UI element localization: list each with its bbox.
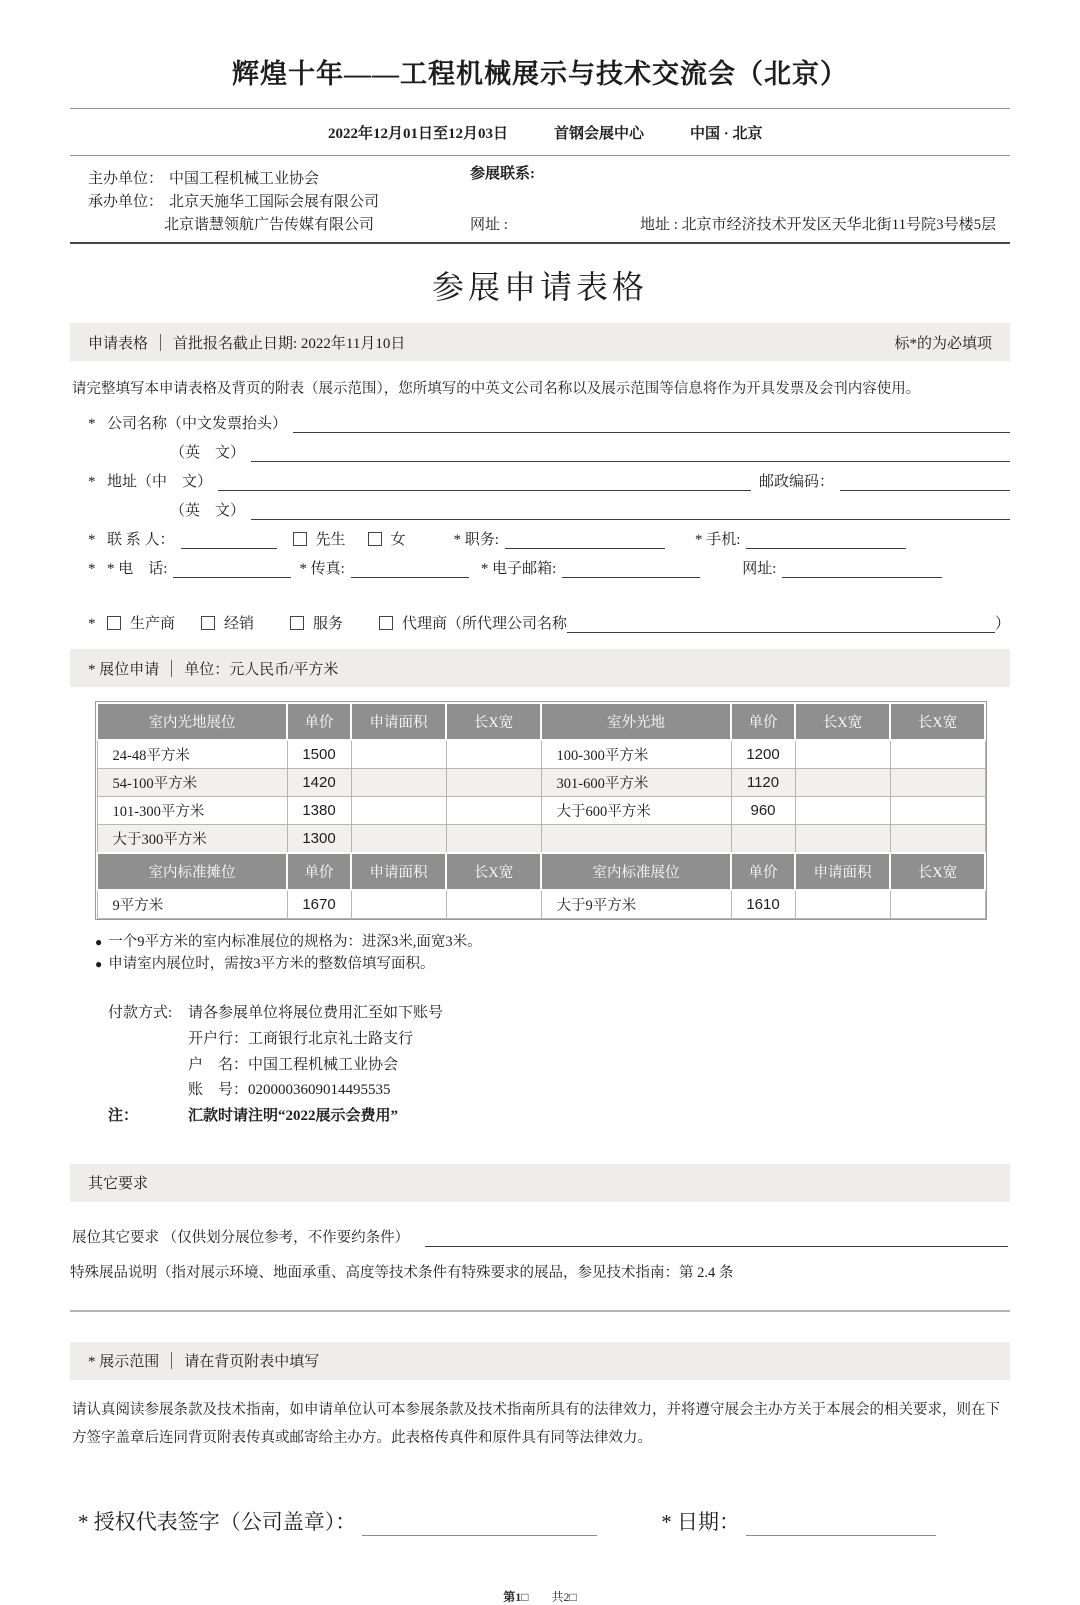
scope-section-label: * 展示范围: [88, 1354, 160, 1371]
close-paren: ）: [994, 616, 1010, 632]
agent-company-input-line[interactable]: [567, 632, 995, 633]
job-title-input-line[interactable]: [505, 548, 665, 549]
bullet-icon: ●: [95, 957, 103, 972]
organizer-name-1: 北京天施华工国际会展有限公司: [169, 194, 380, 210]
note-label: 注：: [108, 1108, 139, 1125]
dims-input-cell[interactable]: [890, 797, 985, 825]
signature-row: [78, 1506, 1010, 1536]
dims-input-cell[interactable]: [890, 769, 985, 797]
payment-line: [108, 1053, 1010, 1079]
application-section-bar: [70, 323, 1010, 361]
address-en-label: （英 文）: [170, 503, 246, 519]
website-field-label: 网址:: [742, 561, 777, 577]
form-title: 参展申请表格: [431, 269, 648, 305]
page-number: 第1□: [503, 1590, 529, 1605]
price-cell: 1120: [731, 769, 795, 797]
intro-paragraph: 请完整填写本申请表格及背页的附表（展示范围），您所填写的中英文公司名称以及展示范围等信息将作为开具发票及会刊内容使用。: [72, 381, 921, 397]
booth-section-bar: [70, 649, 1010, 687]
payment-intro: 请各参展单位将展位费用汇至如下账号: [188, 1004, 444, 1021]
date-label: * 日期：: [661, 1510, 740, 1535]
dims-input-cell[interactable]: [890, 890, 985, 919]
scope-instruction: 请在背页附表中填写: [184, 1354, 320, 1371]
required-star: *: [88, 561, 96, 577]
size-cell: 大于600平方米: [541, 797, 731, 825]
ms-label: 女: [390, 532, 406, 548]
address-cn-input-line[interactable]: [218, 490, 751, 491]
event-venue: 首钢会展中心: [554, 125, 645, 142]
price-cell: 1200: [731, 740, 795, 769]
header-cell: 单价: [287, 703, 351, 740]
dims-input-cell[interactable]: [795, 769, 890, 797]
table-header-row-1: [97, 703, 985, 740]
table-row: [97, 740, 985, 769]
header-cell: 申请面积: [795, 853, 890, 890]
special-exhibits-note: 特殊展品说明（指对展示环境、地面承重、高度等技术条件有特殊要求的展品，参见技术指南：第 2.4 条: [70, 1264, 734, 1281]
booth-unit-note: 单位：元人民币/平方米: [184, 661, 339, 678]
header-cell: 单价: [287, 853, 351, 890]
type-manufacturer-option: [107, 612, 175, 633]
other-requirements-input-line[interactable]: [425, 1246, 1008, 1247]
payment-label: 付款方式:: [108, 1004, 173, 1021]
header-cell: 室内标准展位: [541, 853, 731, 890]
account-number: 账 号：0200003609014495535: [188, 1082, 391, 1099]
legal-paragraph: 请认真阅读参展条款及技术指南，如申请单位认可本参展条款及技术指南所具有的法律效力，并将遵守展会主办方关于本展会的相关要求，则在下方签字盖章后连同背页附表传真或邮寄给主办方。此表格传真件和原件具有同等法律效力。: [72, 1401, 1000, 1447]
company-en-input-line[interactable]: [251, 461, 1010, 462]
special-exhibits-input-line[interactable]: [70, 1310, 1010, 1312]
company-cn-label: 公司名称（中文发票抬头）: [107, 416, 288, 432]
organizer-line-1: [88, 190, 379, 211]
payment-note-line: [108, 1104, 1010, 1130]
dims-input-cell[interactable]: [446, 740, 541, 769]
header-cell: 长X宽: [890, 703, 985, 740]
page-footer: [70, 1588, 1010, 1605]
size-cell: 24-48平方米: [97, 740, 287, 769]
page-total: 共2□: [551, 1590, 577, 1605]
price-cell: 1670: [287, 890, 351, 919]
dims-input-cell[interactable]: [890, 740, 985, 769]
section-label: 申请表格: [88, 335, 149, 352]
required-star: *: [88, 474, 96, 490]
area-input-cell[interactable]: [351, 769, 446, 797]
checkbox-ms[interactable]: [368, 532, 382, 546]
table-row: [97, 769, 985, 797]
area-input-cell[interactable]: [351, 740, 446, 769]
booth-price-table: [96, 702, 986, 919]
size-cell: [541, 825, 731, 854]
table-row: [97, 797, 985, 825]
table-row: [97, 825, 985, 854]
required-star: *: [88, 616, 96, 632]
mr-label: 先生: [315, 532, 346, 548]
header-cell: 长X宽: [446, 703, 541, 740]
required-star: *: [88, 532, 96, 548]
checkbox-distributor[interactable]: [201, 616, 215, 630]
field-address-cn: [70, 462, 1010, 491]
dims-input-cell[interactable]: [795, 825, 890, 854]
size-cell: 101-300平方米: [97, 797, 287, 825]
type-service-option: [290, 612, 343, 633]
scope-section-bar: [70, 1342, 1010, 1380]
area-input-cell[interactable]: [351, 890, 446, 919]
checkbox-service[interactable]: [290, 616, 304, 630]
email-label: * 电子邮箱:: [480, 561, 557, 577]
fax-input-line[interactable]: [351, 577, 469, 578]
contact-label: 联 系 人：: [107, 532, 175, 548]
price-cell: 1380: [287, 797, 351, 825]
deadline-text: 首批报名截止日期: 2022年11月10日: [173, 335, 406, 352]
event-info-band: [70, 109, 1010, 155]
price-cell: 1500: [287, 740, 351, 769]
header-cell: 申请面积: [351, 853, 446, 890]
exhibit-contact-label: 参展联系:: [470, 166, 535, 182]
phone-label: * 电 话:: [107, 561, 168, 577]
company-en-label: （英 文）: [170, 445, 246, 461]
host-label: 主办单位：: [88, 171, 164, 187]
price-cell: 1420: [287, 769, 351, 797]
event-location: 中国 · 北京: [690, 125, 763, 142]
signature-label: * 授权代表签字（公司盖章）：: [78, 1510, 357, 1535]
host-line: [88, 167, 319, 188]
host-name: 中国工程机械工业协会: [169, 171, 320, 187]
header-cell: 长X宽: [795, 703, 890, 740]
mobile-label: * 手机:: [694, 532, 741, 548]
price-cell: 1610: [731, 890, 795, 919]
dims-input-cell[interactable]: [890, 825, 985, 854]
payment-block: [108, 1001, 1010, 1130]
payment-line: [108, 1001, 1010, 1027]
email-input-line[interactable]: [562, 577, 700, 578]
field-contact-person: [70, 520, 1010, 549]
required-star: *: [88, 416, 96, 432]
header-cell: 单价: [731, 853, 795, 890]
note-text: 申请室内展位时，需按3平方米的整数倍填写面积。: [108, 956, 435, 973]
dims-input-cell[interactable]: [446, 825, 541, 854]
field-company-en: [70, 433, 1010, 462]
price-cell: 960: [731, 797, 795, 825]
vertical-divider: [171, 660, 172, 677]
header-cell: 申请面积: [351, 703, 446, 740]
address-cn-label: 地址（中 文）: [107, 474, 213, 490]
website-input-line[interactable]: [782, 577, 942, 578]
header-cell: 室外光地: [541, 703, 731, 740]
dims-input-cell[interactable]: [446, 797, 541, 825]
area-input-cell[interactable]: [351, 825, 446, 854]
price-cell: 1300: [287, 825, 351, 854]
gender-mr-option: [293, 528, 346, 549]
dims-input-cell[interactable]: [795, 740, 890, 769]
organizer-name-2: 北京谐慧领航广告传媒有限公司: [164, 217, 375, 233]
company-cn-input-line[interactable]: [293, 432, 1010, 433]
remittance-note: 汇款时请注明“2022展示会费用”: [188, 1108, 399, 1125]
vertical-divider: [171, 1352, 172, 1369]
checkbox-manufacturer[interactable]: [107, 616, 121, 630]
size-cell: 大于300平方米: [97, 825, 287, 854]
other-requirements-bar: [70, 1164, 1010, 1202]
field-company-cn: [70, 404, 1010, 433]
other-booth-requirements-row: [72, 1222, 1008, 1247]
required-note: 标*的为必填项: [894, 335, 992, 352]
size-cell: 100-300平方米: [541, 740, 731, 769]
booth-section-label: * 展位申请: [88, 661, 160, 678]
type-distributor-option: [201, 612, 254, 633]
date-input-line[interactable]: [746, 1535, 936, 1536]
event-title: 辉煌十年——工程机械展示与技术交流会（北京）: [232, 59, 848, 89]
event-dates: 2022年12月01日至12月03日: [328, 125, 509, 142]
area-input-cell[interactable]: [351, 797, 446, 825]
dims-input-cell[interactable]: [795, 797, 890, 825]
size-cell: 9平方米: [97, 890, 287, 919]
manufacturer-label: 生产商: [130, 616, 176, 632]
note-text: 一个9平方米的室内标准展位的规格为：进深3米,面宽3米。: [108, 934, 482, 950]
dims-input-cell[interactable]: [446, 890, 541, 919]
checkbox-agent[interactable]: [379, 616, 393, 630]
distributor-label: 经销: [224, 616, 255, 632]
fax-label: * 传真:: [299, 561, 345, 577]
job-title-label: * 职务:: [453, 532, 499, 548]
table-row: [97, 890, 985, 919]
postcode-label: 邮政编码：: [758, 474, 834, 490]
service-label: 服务: [313, 616, 344, 632]
checkbox-mr[interactable]: [293, 532, 307, 546]
phone-input-line[interactable]: [173, 577, 291, 578]
organizer-label: 承办单位：: [88, 194, 164, 210]
payment-label-spacer: [108, 1078, 188, 1104]
website-label: 网址 :: [470, 217, 508, 233]
agent-label: 代理商（所代理公司名称: [402, 616, 568, 632]
dims-input-cell[interactable]: [446, 769, 541, 797]
other-requirements-label: 其它要求: [88, 1176, 149, 1193]
gender-ms-option: [368, 528, 406, 549]
mobile-input-line[interactable]: [746, 548, 906, 549]
header-cell: 单价: [731, 703, 795, 740]
field-company-type: [70, 604, 1010, 633]
signature-input-line[interactable]: [362, 1535, 597, 1536]
note-line: [95, 953, 1010, 975]
payment-label-spacer: [108, 1053, 188, 1079]
field-address-en: [70, 491, 1010, 520]
booth-notes: [95, 931, 1010, 976]
payment-label-spacer: [108, 1027, 188, 1053]
header-cell: 长X宽: [446, 853, 541, 890]
other-booth-requirements-label: 展位其它要求 （仅供划分展位参考，不作要约条件）: [72, 1229, 410, 1246]
size-cell: 大于9平方米: [541, 890, 731, 919]
address-line: 地址 : 北京市经济技术开发区天华北街11号院3号楼5层: [640, 217, 997, 233]
area-input-cell[interactable]: [795, 890, 890, 919]
size-cell: 301-600平方米: [541, 769, 731, 797]
booth-price-table-wrap: [95, 701, 987, 920]
table-header-row-2: [97, 853, 985, 890]
field-phone-row: [70, 549, 1010, 578]
note-line: [95, 931, 1010, 953]
payment-line: [108, 1078, 1010, 1104]
bank-name: 开户行：工商银行北京礼士路支行: [188, 1030, 414, 1047]
price-cell: [731, 825, 795, 854]
account-name: 户 名：中国工程机械工业协会: [188, 1056, 399, 1073]
header-cell: 室内标准摊位: [97, 853, 287, 890]
header-cell: 长X宽: [890, 853, 985, 890]
vertical-divider: [160, 334, 161, 351]
header-cell: 室内光地展位: [97, 703, 287, 740]
organizer-block: [70, 156, 1010, 242]
payment-line: [108, 1027, 1010, 1053]
bullet-icon: ●: [95, 934, 103, 949]
divider-thick: [70, 242, 1010, 244]
size-cell: 54-100平方米: [97, 769, 287, 797]
address-en-input-line[interactable]: [251, 519, 1010, 520]
contact-input-line[interactable]: [181, 548, 277, 549]
type-agent-option: [379, 612, 567, 633]
postcode-input-line[interactable]: [840, 490, 1010, 491]
